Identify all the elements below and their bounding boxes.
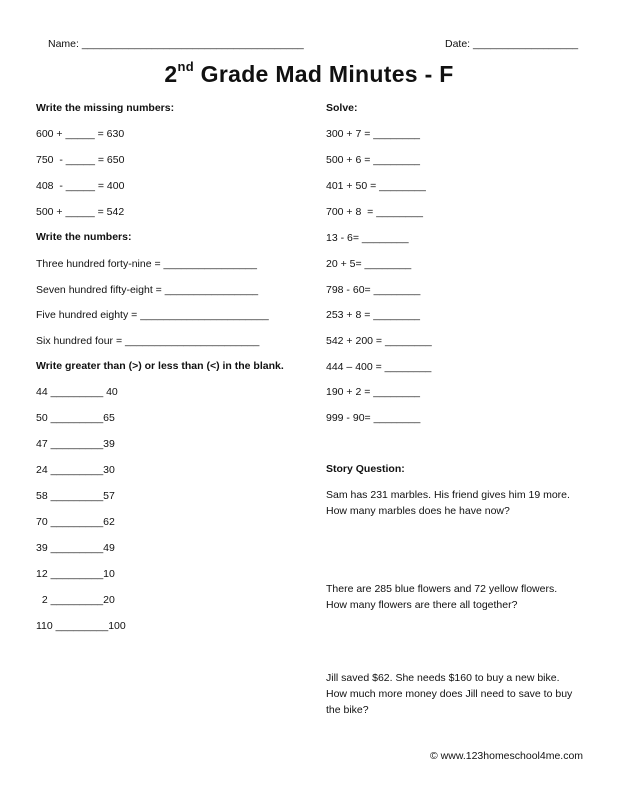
missing-number-item: 750 - _____ = 650 [36,154,125,166]
story-problem: Sam has 231 marbles. His friend gives him 19 more. How many marbles does he have now? [326,489,570,517]
missing-numbers-heading: Write the missing numbers: [36,102,175,114]
compare-heading: Write greater than (>) or less than (<) in the blank. [36,360,284,372]
copyright-footer: © www.123homeschool4me.com [430,750,584,762]
title-text: Grade Mad Minutes - F [193,61,454,87]
write-number-item: Seven hundred fifty-eight = ________________ [36,284,259,296]
solve-item: 700 + 8 = ________ [326,206,423,218]
write-number-item: Three hundred forty-nine = ________________ [36,258,257,270]
solve-item: 444 – 400 = ________ [326,361,432,373]
title-grade-number: 2 [164,61,178,87]
write-number-item: Six hundred four = _______________________ [36,335,260,347]
compare-item: 70 _________62 [36,516,115,528]
solve-item: 999 - 90= ________ [326,412,421,424]
story-problem: Jill saved $62. She needs $160 to buy a new bike. How much more money does Jill need to save to buy the bike? [326,672,573,716]
solve-item: 13 - 6= ________ [326,232,409,244]
compare-item: 50 _________65 [36,412,115,424]
story-question-heading: Story Question: [326,463,405,475]
compare-item: 2 _________20 [36,594,115,606]
compare-item: 47 _________39 [36,438,115,450]
solve-item: 190 + 2 = ________ [326,386,421,398]
solve-item: 401 + 50 = ________ [326,180,426,192]
name-field: Name: ______________________________________ [48,38,304,50]
solve-item: 300 + 7 = ________ [326,128,421,140]
compare-item: 110 _________100 [36,620,126,632]
solve-item: 542 + 200 = ________ [326,335,432,347]
compare-item: 24 _________30 [36,464,115,476]
compare-item: 39 _________49 [36,542,115,554]
write-numbers-heading: Write the numbers: [36,231,132,243]
story-problem: There are 285 blue flowers and 72 yellow flowers. How many flowers are there all together? [326,583,558,611]
compare-item: 58 _________57 [36,490,115,502]
solve-item: 20 + 5= ________ [326,258,412,270]
solve-item: 500 + 6 = ________ [326,154,421,166]
compare-item: 12 _________10 [36,568,115,580]
solve-item: 253 + 8 = ________ [326,309,421,321]
missing-number-item: 600 + _____ = 630 [36,128,125,140]
solve-heading: Solve: [326,102,358,114]
compare-item: 44 _________ 40 [36,386,118,398]
write-number-item: Five hundred eighty = ______________________ [36,309,269,321]
missing-number-item: 500 + _____ = 542 [36,206,125,218]
missing-number-item: 408 - _____ = 400 [36,180,125,192]
solve-item: 798 - 60= ________ [326,284,421,296]
page-title [0,61,618,88]
date-field: Date: __________________ [445,38,579,50]
title-superscript: nd [177,59,194,74]
